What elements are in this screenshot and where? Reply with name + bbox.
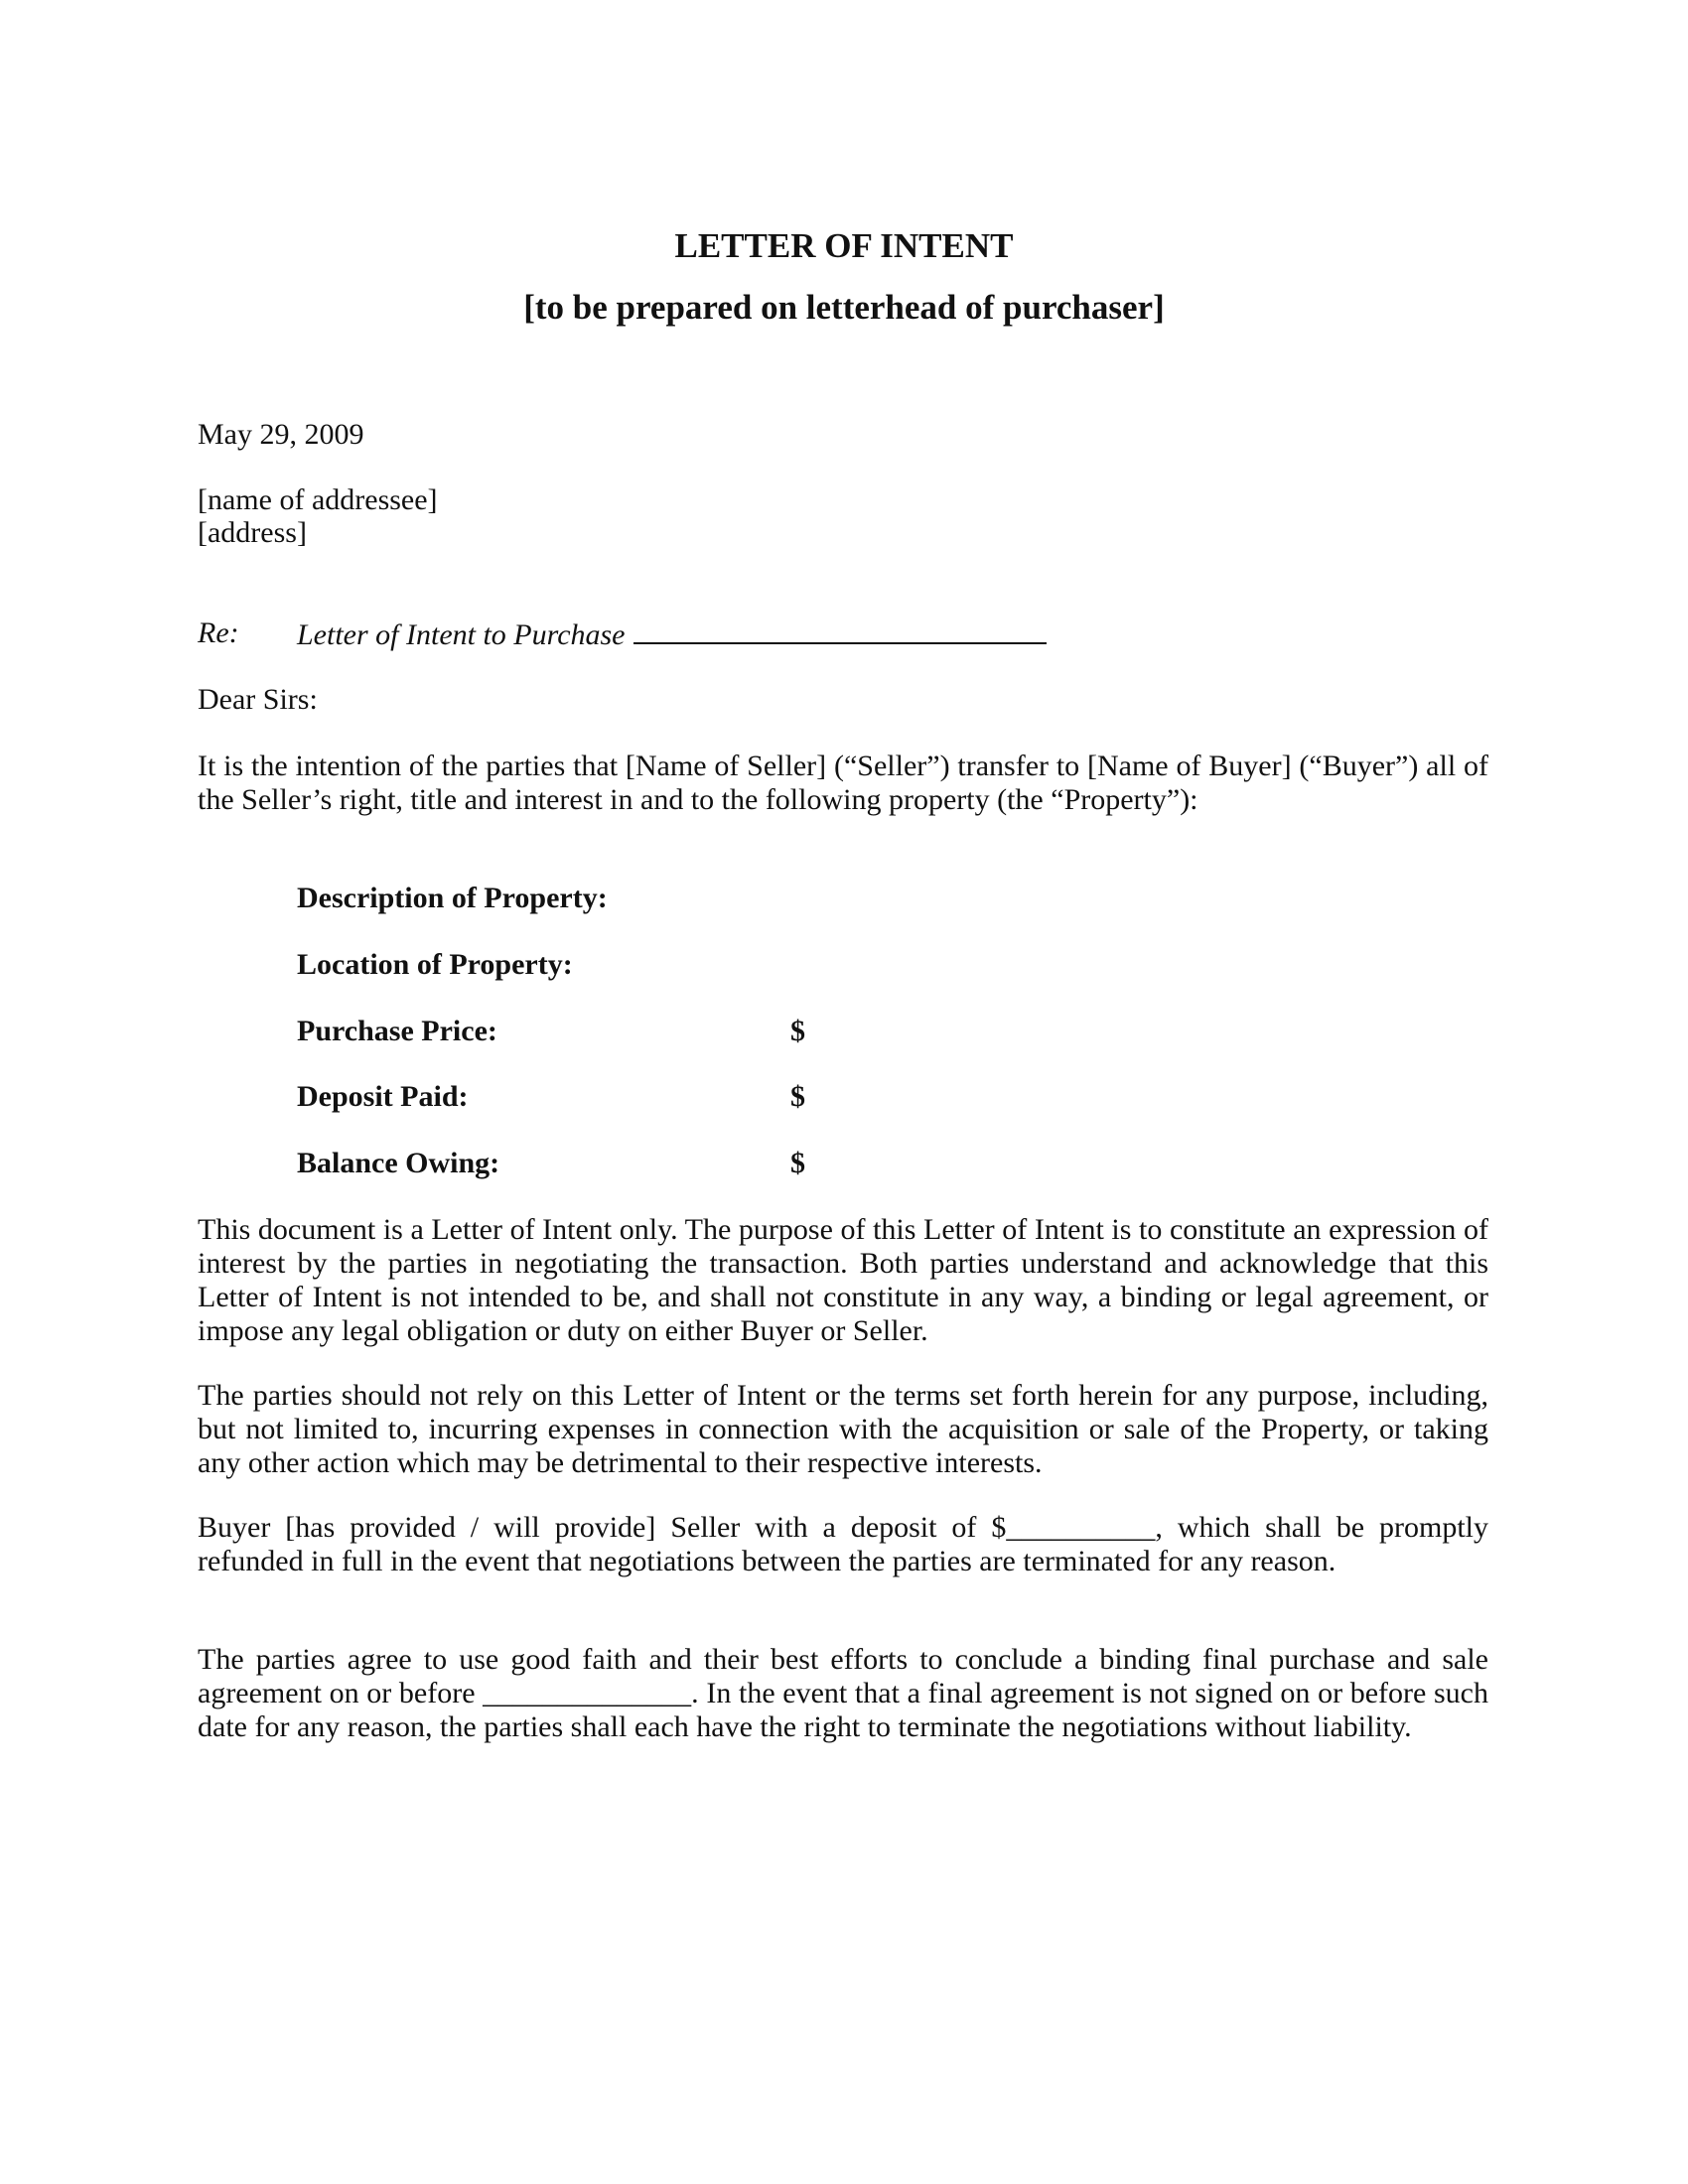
field-value-balance-owing: $ <box>790 1147 805 1179</box>
field-row-balance-owing <box>297 1147 805 1180</box>
re-subject-blank <box>633 616 1047 644</box>
field-label-location: Location of Property: <box>297 948 573 981</box>
letter-date: May 29, 2009 <box>198 418 364 451</box>
field-row-description <box>297 882 608 915</box>
good-faith-paragraph: The parties agree to use good faith and their best efforts to conclude a binding final purchase and sale agreement on or before ______________. In the event that a final agreement is not signed on or before such date for any reason, the parties shall each have the right to terminate the negotiations without liability. <box>198 1643 1488 1743</box>
field-label-purchase-price: Purchase Price: <box>297 1015 497 1047</box>
not-binding-paragraph: This document is a Letter of Intent only. The purpose of this Letter of Intent is to constitute an expression of interest by the parties in negotiating the transaction. Both parties understand and acknowledge that this Letter of Intent is not intended to be, and shall not constitute in any way, a binding or legal agreement, or impose any legal obligation or duty on either Buyer or Seller. <box>198 1213 1488 1347</box>
field-row-purchase-price <box>297 1015 805 1048</box>
salutation: Dear Sirs: <box>198 683 318 716</box>
field-label-deposit-paid: Deposit Paid: <box>297 1080 469 1113</box>
addressee-address: [address] <box>198 516 307 549</box>
field-label-description: Description of Property: <box>297 882 608 914</box>
re-label: Re: <box>198 616 239 649</box>
field-row-deposit-paid <box>297 1080 805 1114</box>
intro-paragraph: It is the intention of the parties that [Name of Seller] (“Seller”) transfer to [Name of Buyer] (“Buyer”) all of the Seller’s right, title and interest in and to the following property (the “Property”): <box>198 750 1488 816</box>
field-value-deposit-paid: $ <box>790 1080 805 1113</box>
no-reliance-paragraph: The parties should not rely on this Letter of Intent or the terms set forth herein for any purpose, including, but not limited to, incurring expenses in connection with the acquisition or sale of the Property, or taking any other action which may be detrimental to their respective interests. <box>198 1379 1488 1479</box>
document-title: LETTER OF INTENT <box>674 226 1014 265</box>
re-subject <box>297 616 1047 652</box>
deposit-paragraph: Buyer [has provided / will provide] Seller with a deposit of $__________, which shall be promptly refunded in full in the event that negotiations between the parties are terminated for any reason. <box>198 1511 1488 1577</box>
addressee-name: [name of addressee] <box>198 483 438 516</box>
re-subject-text: Letter of Intent to Purchase <box>297 618 626 651</box>
document-subtitle: [to be prepared on letterhead of purchaser] <box>523 288 1165 327</box>
field-row-location <box>297 948 573 982</box>
field-value-purchase-price: $ <box>790 1015 805 1047</box>
field-label-balance-owing: Balance Owing: <box>297 1147 500 1179</box>
